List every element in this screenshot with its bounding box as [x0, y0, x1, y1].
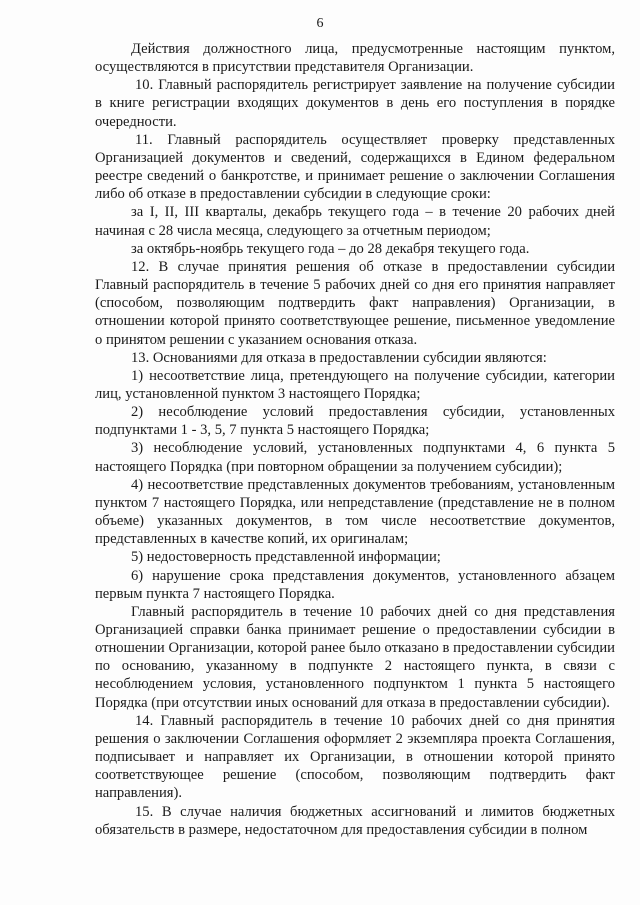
paragraph: за октябрь-ноябрь текущего года – до 28 декабря текущего года. — [131, 240, 530, 257]
paragraph-11: 11. Главный распорядитель осуществляет проверку представленных Организацией документов и сведений, содержащихся в Едином федеральном реестре сведений о банкротстве, и принимает решение о заключении Соглашения либо об отказе в предоставлении субсидии в следующие сроки: — [95, 131, 615, 203]
list-item: 1) несоответствие лица, претендующего на получение субсидии, категории лиц, установленной пунктом 3 настоящего Порядка; — [95, 367, 615, 402]
list-item: 4) несоответствие представленных документов требованиям, установленным пунктом 7 настоящего Порядка, или непредставление (представление не в полном объеме) указанных документов, в том числе несоответствие документов, представленных в качестве копий, их оригиналам; — [95, 476, 615, 548]
page-number: 6 — [316, 16, 324, 31]
list-item: 3) несоблюдение условий, установленных подпунктами 4, 6 пункта 5 настоящего Порядка (при повторном обращении за получением субсидии); — [95, 440, 615, 475]
paragraph: Действия должностного лица, предусмотренные настоящим пунктом, осуществляются в присутствии представителя Организации. — [95, 41, 615, 76]
list-item: 2) несоблюдение условий предоставления субсидии, установленных подпунктами 1 - 3, 5, 7 пункта 5 настоящего Порядка; — [95, 404, 615, 439]
paragraph-15: 15. В случае наличия бюджетных ассигнований и лимитов бюджетных обязательств в размере, недостаточном для предоставления субсидии в полном — [95, 803, 615, 838]
list-item: 5) недостоверность представленной информации; — [131, 549, 441, 566]
document-body — [95, 40, 615, 839]
paragraph-12: 12. В случае принятия решения об отказе в предоставлении субсидии Главный распорядитель в течение 5 рабочих дней со дня его принятия направляет (способом, позволяющим подтвердить факт направления) Организации, в отношении которой принято соответствующее решение, письменное уведомление о принятом решении с указанием основания отказа. — [95, 258, 615, 348]
paragraph: за I, II, III кварталы, декабрь текущего года – в течение 20 рабочих дней начиная с 28 числа месяца, следующего за отчетным периодом; — [95, 204, 615, 239]
paragraph-13: 13. Основаниями для отказа в предоставлении субсидии являются: — [131, 349, 547, 366]
list-item: 6) нарушение срока представления документов, установленного абзацем первым пункта 7 настоящего Порядка. — [95, 567, 615, 602]
paragraph: Главный распорядитель в течение 10 рабочих дней со дня представления Организацией справки банка принимает решение о предоставлении субсидии в отношении Организации, которой ранее было отказано в предоставлении субсидии по основанию, указанному в подпункте 2 настоящего пункта, в связи с несоблюдением условия, установленного подпунктом 1 пункта 5 настоящего Порядка (при отсутствии иных оснований для отказа в предоставлении субсидии). — [95, 603, 615, 711]
paragraph-10: 10. Главный распорядитель регистрирует заявление на получение субсидии в книге регистрации входящих документов в день его поступления в порядке очередности. — [95, 77, 615, 130]
paragraph-14: 14. Главный распорядитель в течение 10 рабочих дней со дня принятия решения о заключении Соглашения оформляет 2 экземпляра проекта Соглашения, подписывает и направляет их Организации, в отношении которой принято соответствующее решение (способом, позволяющим подтвердить факт направления). — [95, 712, 615, 802]
